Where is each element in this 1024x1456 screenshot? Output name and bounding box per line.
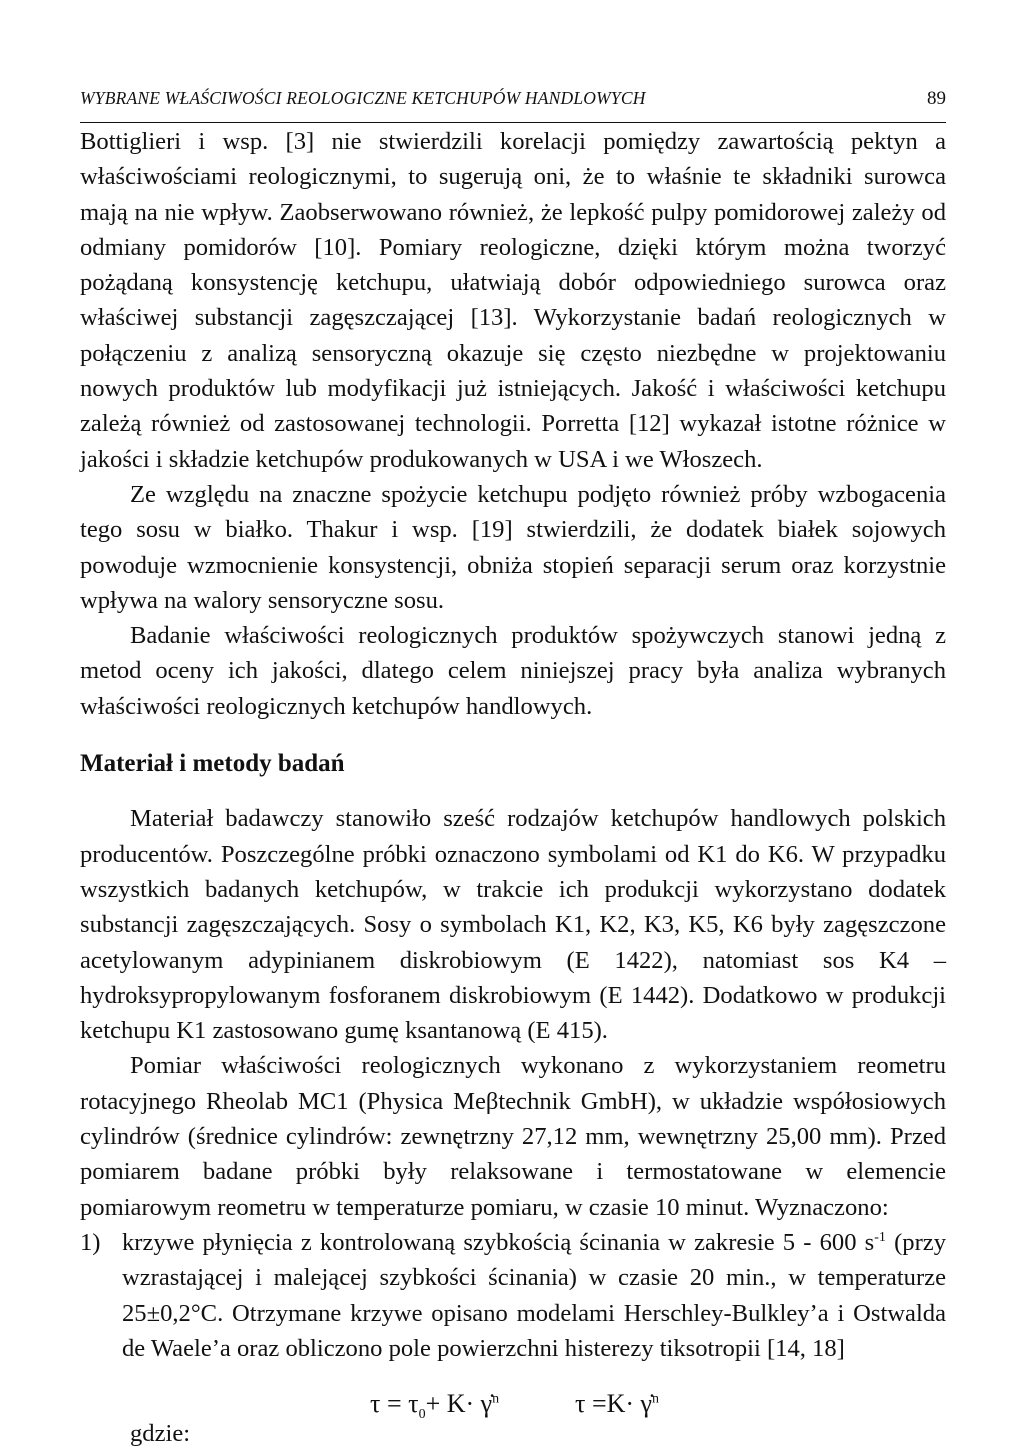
section-title: Materiał i metody badań [80,750,345,778]
list-text-b: (przy wzrastającej i malejącej szybkości ścinania) w czasie 20 min., w temperaturze 25±0,2°C. Otrzymane krzywe opisano modelami Herschley-Bulkley’a i Ostwalda de Waele’a oraz obliczono pole powierzchni histerezy tiksotropii [14, 18] [122,1228,946,1362]
list-number: 1) [80,1228,101,1256]
formula-row [80,1366,946,1456]
gdzie-label: gdzie: [130,1420,191,1448]
formula1-part-b: + K· γ̇ [425,1389,493,1419]
unit-exponent: -1 [874,1229,886,1245]
formula2-exponent: n [652,1391,660,1407]
paragraph-1: Bottiglieri i wsp. [3] nie stwierdzili korelacji pomiędzy zawartością pektyn a właściwościami reologicznymi, to sugerują oni, że to właśnie te składniki surowca mają na nie wpływ. Zaobserwowano również, że lepkość pulpy pomidorowej zależy od odmiany pomidorów [10]. Pomiary reologiczne, dzięki którym można tworzyć pożądaną konsystencję ketchupu, ułatwiają dobór odpowiedniego surowca oraz właściwej substancji zagęszczającej [13]. Wykorzystanie badań reologicznych w połączeniu z analizą sensoryczną okazuje się często niezbędne w projektowaniu nowych produktów lub modyfikacji już istniejących. Jakość i właściwości ketchupu zależą również od zastosowanej technologii. Porretta [12] wykazał istotne różnice w jakości i składzie ketchupów produkowanych w USA i we Włoszech. [80,128,946,473]
formula1-exponent: n [492,1391,500,1407]
formula-herschel-bulkley [370,1386,499,1421]
formula1-part-a: τ = τ [370,1389,419,1419]
list-item-1 [80,1225,946,1366]
body-text [80,124,946,1456]
formula2-part-a: τ =K· γ̇ [575,1389,653,1419]
paragraph-3: Badanie właściwości reologicznych produktów spożywczych stanowi jedną z metod oceny ich jakości, dlatego celem niniejszej pracy była analiza wybranych właściwości reologicznych ketchupów handlowych. [80,622,946,720]
paragraph-4: Materiał badawczy stanowiło sześć rodzajów ketchupów handlowych polskich producentów. Poszczególne próbki oznaczono symbolami od K1 do K6. W przypadku wszystkich badanych ketchupów, w trakcie ich produkcji wykorzystano dodatek substancji zagęszczających. Sosy o symbolach K1, K2, K3, K5, K6 były zagęszczone acetylowanym adypinianem diskrobiowym (E 1422), natomiast sos K4 – hydroksypropylowanym fosforanem diskrobiowym (E 1442). Dodatkowo w produkcji ketchupu K1 zastosowano gumę ksantanową (E 415). [80,805,946,1045]
running-title: WYBRANE WŁAŚCIWOŚCI REOLOGICZNE KETCHUPÓW HANDLOWYCH [80,88,646,108]
running-header [80,88,946,123]
list-text-a: krzywe płynięcia z kontrolowaną szybkością ścinania w zakresie 5 - 600 s [122,1228,875,1256]
paragraph-2: Ze względu na znaczne spożycie ketchupu podjęto również próby wzbogacenia tego sosu w białko. Thakur i wsp. [19] stwierdzili, że dodatek białek sojowych powoduje wzmocnienie konsystencji, obniża stopień separacji serum oraz korzystnie wpływa na walory sensoryczne sosu. [80,480,946,614]
paragraph-5: Pomiar właściwości reologicznych wykonano z wykorzystaniem reometru rotacyjnego Rheolab MC1 (Physica Meβtechnik GmbH), w układzie współosiowych cylindrów (średnice cylindrów: zewnętrzny 27,12 mm, wewnętrzny 25,00 mm). Przed pomiarem badane próbki były relaksowane i termostatowane w elemencie pomiarowym reometru w temperaturze pomiaru, w czasie 10 minut. Wyznaczono: [80,1052,946,1221]
page-number: 89 [927,88,946,109]
formula-ostwald [575,1386,659,1421]
formula1-subscript: 0 [418,1407,426,1423]
